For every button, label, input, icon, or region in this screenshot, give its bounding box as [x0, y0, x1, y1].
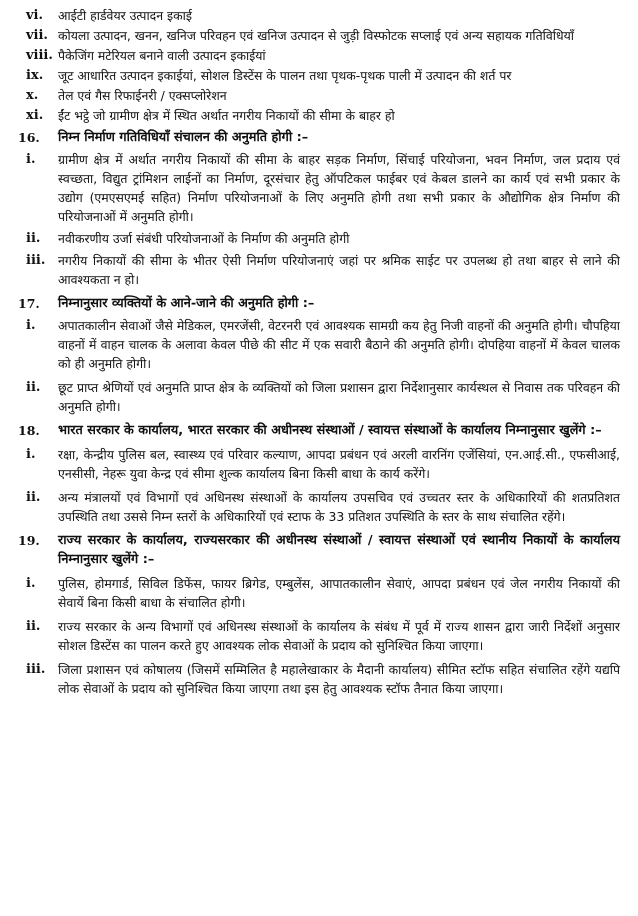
- item-number: i.: [26, 318, 36, 333]
- section-heading: राज्य सरकार के कार्यालय, राज्यसरकार की अधीनस्थ संस्थाओं / स्वायत्त संस्थाओं एवं स्थानीय निकायों के कार्यालय निम्नानुसार खुलेंगे :–: [58, 533, 620, 567]
- section-number: 19.: [18, 533, 40, 548]
- item-7-sub-vii: [0, 26, 638, 45]
- section-17-heading: [0, 294, 638, 313]
- section-16-item-i: [0, 150, 638, 226]
- section-18-item-ii: [0, 488, 638, 526]
- item-10-sub-x: [0, 86, 638, 105]
- item-number: ii.: [26, 619, 41, 634]
- item-text: जिला प्रशासन एवं कोषालय (जिसमें सम्मिलित है महालेखाकार के मैदानी कार्यालय) सीमित स्टॉफ सहित संचालित रहेंगे यद्यपि लोक सेवाओं के प्रदाय को सुनिश्चित किया जाएगा तथा इस हेतु आवश्यक स्टॉफ तैनात किया जाएगा।: [58, 662, 620, 696]
- item-number: vi.: [26, 8, 44, 23]
- item-text: ईंट भट्ठे जो ग्रामीण क्षेत्र में स्थित अर्थात नगरीय निकायों की सीमा के बाहर हो: [58, 108, 395, 123]
- item-text: आईटी हार्डवेयर उत्पादन इकाई: [58, 8, 192, 23]
- item-text: जूट आधारित उत्पादन इकाईयां, सोशल डिस्टेंस के पालन तथा पृथक-पृथक पाली में उत्पादन की शर्त पर: [58, 68, 512, 83]
- section-19-item-iii: [0, 660, 638, 698]
- section-17-item-i: [0, 316, 638, 373]
- section-number: 18.: [18, 423, 40, 438]
- section-16-heading: [0, 128, 638, 147]
- item-6-sub-vi: [0, 6, 638, 25]
- item-number: ii.: [26, 231, 41, 246]
- item-number: x.: [26, 88, 39, 103]
- section-number: 16.: [18, 130, 40, 145]
- item-number: i.: [26, 152, 36, 167]
- item-9-sub-ix: [0, 66, 638, 85]
- section-17-item-ii: [0, 378, 638, 416]
- item-text: पैकेजिंग मटेरियल बनाने वाली उत्पादन इकाईयां: [58, 48, 266, 63]
- item-11-sub-xi: [0, 106, 638, 125]
- item-number: iii.: [26, 253, 46, 268]
- item-number: vii.: [26, 28, 48, 43]
- item-text: रक्षा, केन्द्रीय पुलिस बल, स्वास्थ्य एवं परिवार कल्याण, आपदा प्रबंधन एवं अरली वारनिंग एजेंसियां, एन.आई.सी., एफसीआई, एनसीसी, नेहरू युवा केन्द्र एवं सीमा शुल्क कार्यालय बिना किसी बाधा के कार्य करेंगे।: [58, 447, 620, 481]
- item-text: पुलिस, होमगार्ड, सिविल डिफेंस, फायर ब्रिगेड, एम्बुलेंस, आपातकालीन सेवाएं, आपदा प्रबंधन एवं जेल नगरीय निकायों की सेवायें बिना किसी बाधा के संचालित होगी।: [58, 576, 620, 610]
- section-19-item-i: [0, 574, 638, 612]
- item-text: राज्य सरकार के अन्य विभागों एवं अधिनस्थ संस्थाओं के कार्यालय के संबंध में पूर्व में राज्य शासन द्वारा जारी निर्देशों अनुसार सोशल डिस्टेंस का पालन करते हुए आवश्यक लोक सेवाओं के प्रदाय को सुनिश्चित किया जाएगा।: [58, 619, 620, 653]
- item-text: कोयला उत्पादन, खनन, खनिज परिवहन एवं खनिज उत्पादन से जुड़ी विस्फोटक सप्लाई एवं अन्य सहायक गतिविधियॉं: [58, 28, 574, 43]
- item-number: viii.: [26, 48, 53, 63]
- section-18-heading: [0, 421, 638, 440]
- item-text: नगरीय निकायों की सीमा के भीतर ऐसी निर्माण परियोजनाएं जहां पर श्रमिक साईट पर उपलब्ध हो तथा बाहर से लाने की आवश्यकता न हो।: [58, 253, 620, 287]
- item-number: ix.: [26, 68, 44, 83]
- section-16-item-ii: [0, 229, 638, 248]
- item-8-sub-viii: [0, 46, 638, 65]
- item-number: ii.: [26, 490, 41, 505]
- section-19-item-ii: [0, 617, 638, 655]
- item-text: छूट प्राप्त श्रेणियों एवं अनुमति प्राप्त क्षेत्र के व्यक्तियों को जिला प्रशासन द्वारा निर्देशानुसार कार्यस्थल से निवास तक परिवहन की अनुमति होगी।: [58, 380, 620, 414]
- section-16-item-iii: [0, 251, 638, 289]
- item-number: ii.: [26, 380, 41, 395]
- item-text: नवीकरणीय उर्जा संबंधी परियोजनाओं के निर्माण की अनुमति होगी: [58, 231, 350, 246]
- section-heading: भारत सरकार के कार्यालय, भारत सरकार की अधीनस्थ संस्थाओं / स्वायत्त संस्थाओं के कार्यालय निम्नानुसार खुलेंगे :–: [58, 423, 602, 438]
- item-text: तेल एवं गैस रिफाईनरी / एक्सप्लोरेशन: [58, 88, 227, 103]
- section-19-heading: [0, 531, 638, 569]
- item-number: iii.: [26, 662, 46, 677]
- item-number: xi.: [26, 108, 44, 123]
- item-number: i.: [26, 447, 36, 462]
- section-18-item-i: [0, 445, 638, 483]
- section-heading: निम्न निर्माण गतिविधियॉं संचालन की अनुमति होगी :–: [58, 130, 309, 145]
- item-text: अपातकालीन सेवाओं जैसे मेडिकल, एमरजेंसी, वेटरनरी एवं आवश्यक सामग्री कय हेतु निजी वाहनों की अनुमति होगी। चौपहिया वाहनों में वाहन चालक के अलावा केवल पीछे की सीट में एक सवारी बैठाने की अनुमति होगी। दोपहिया वाहनों में केवल चालक को ही अनुमति होगी।: [58, 318, 620, 371]
- section-heading: निम्नानुसार व्यक्तियों के आने-जाने की अनुमति होगी :–: [58, 296, 315, 311]
- item-text: अन्य मंत्रालयों एवं विभागों एवं अधिनस्थ संस्थाओं के कार्यालय उपसचिव एवं उच्चतर स्तर के अधिकारियों की शतप्रतिशत उपस्थिति तथा उससे निम्न स्तरों के अधिकारियों एवं स्टाफ के 33 प्रतिशत उपस्थिति के स्तर के साथ संचालित रहेंगे।: [58, 490, 620, 524]
- section-number: 17.: [18, 296, 40, 311]
- item-number: i.: [26, 576, 36, 591]
- item-text: ग्रामीण क्षेत्र में अर्थात नगरीय निकायों की सीमा के बाहर सड़क निर्माण, सिंचाई परियोजना, भवन निर्माण, जल प्रदाय एवं स्वच्छता, विद्युत ट्रांमिशन लाईनों का निर्माण, दूरसंचार हेतु ऑपटिकल फाईबर एवं केबल डालने का कार्य एवं सभी प्रकार के उद्योग (एमएसएमई सहित) निर्माण परियोजनाओं के लिए अनुमति होगी तथा सभी प्रकार के औद्योगिक क्षेत्र निर्माण की परियोजनाओं में अनुमति होगी।: [58, 152, 620, 224]
